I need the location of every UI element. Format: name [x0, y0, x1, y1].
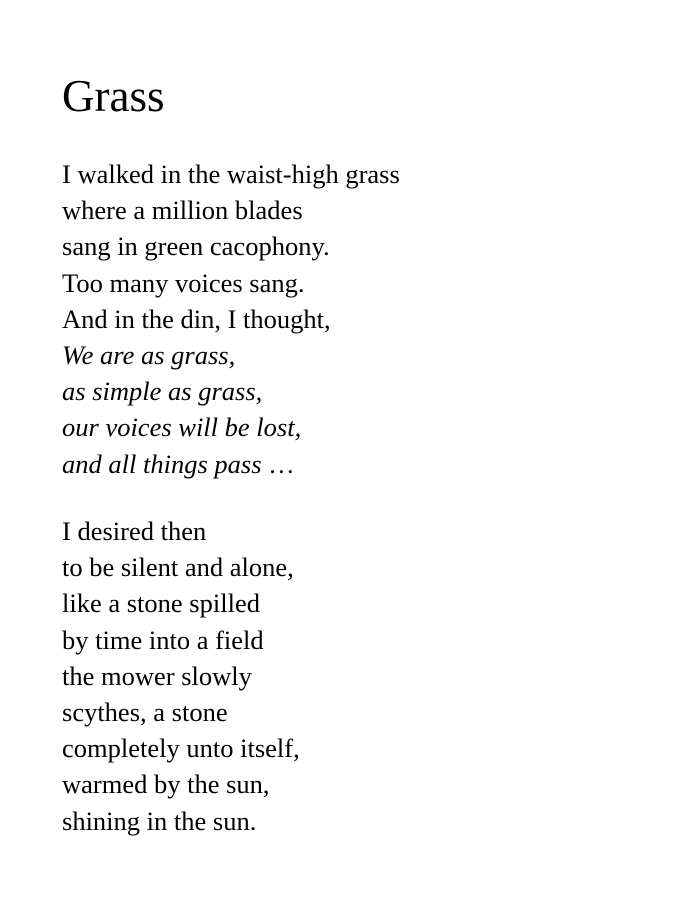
poem-line: And in the din, I thought,: [62, 303, 331, 334]
poem-line: warmed by the sun,: [62, 769, 270, 800]
poem-line: completely unto itself,: [62, 733, 300, 764]
ellipsis: …: [261, 448, 295, 479]
poem-line: by time into a field: [62, 624, 264, 655]
poem-line: I walked in the waist-high grass: [62, 159, 400, 189]
poem-line-italic: as simple as grass,: [62, 376, 263, 407]
poem-line: shining in the sun.: [62, 805, 257, 836]
poem-line: where a million blades: [62, 195, 303, 226]
poem-line-italic: our voices will be lost,: [62, 412, 302, 443]
poem-line: to be silent and alone,: [62, 552, 294, 583]
stanza-2: [62, 513, 300, 839]
poem-line: scythes, a stone: [62, 697, 228, 728]
poem-line: the mower slowly: [62, 660, 252, 691]
poem-line: like a stone spilled: [62, 588, 260, 619]
poem-line-last: [62, 446, 400, 482]
poem-line-italic-text: and all things pass: [62, 448, 262, 479]
poem-line: sang in green cacophony.: [62, 231, 330, 262]
stanza-1: [62, 156, 400, 482]
poem-title: Grass: [62, 71, 165, 121]
poem-line: I desired then: [62, 516, 207, 546]
poem-line-italic: We are as grass,: [62, 340, 236, 371]
poem-line: Too many voices sang.: [62, 267, 305, 298]
